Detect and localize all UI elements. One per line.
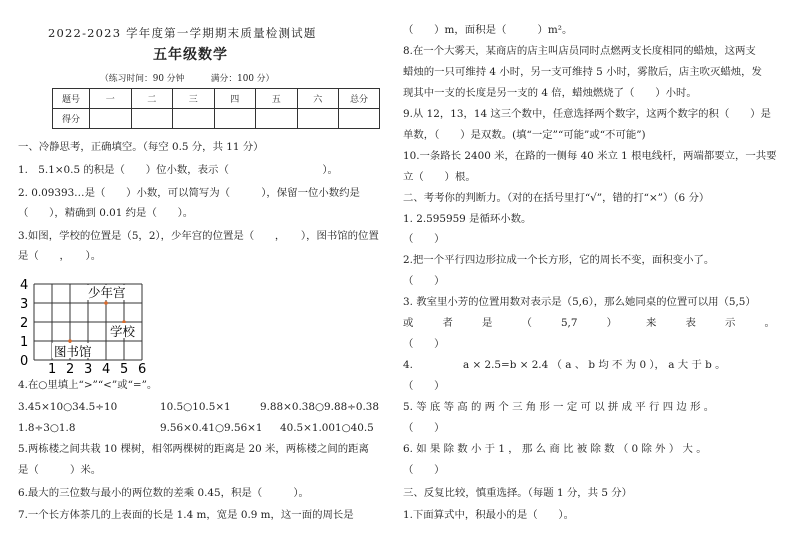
judge-3b-word: 或 [403, 317, 414, 329]
score-input-cell[interactable] [131, 109, 173, 129]
table-cell: 题号 [53, 89, 90, 109]
judge-3b-word: 示 [725, 317, 736, 329]
question-5a: 5.两栋楼之间共栽 10 棵树，相邻两棵树的距离是 20 米，两栋楼之间的距离 [18, 443, 369, 455]
question-3a: 3.如图，学校的位置是（5，2），少年宫的位置是（ ， ），图书馆的位置 [18, 230, 379, 242]
section1-title: 一、冷静思考，正确填空。（每空 0.5 分，共 11 分） [18, 141, 264, 153]
y-label: 0 [20, 354, 29, 369]
question-7: 7.一个长方体茶几的上表面的长是 1.4 m，宽是 0.9 m，这一面的周长是 [18, 509, 354, 521]
x-label: 6 [138, 362, 147, 374]
question-10a: 10.一条路长 2400 米，在路的一侧每 40 米立 1 根电线杆，两端都要立，一共要 [403, 150, 777, 162]
judge-3b [403, 316, 775, 330]
judge-3b-word: 来 [646, 317, 657, 329]
compare-item: 10.5○10.5×1 [160, 401, 231, 413]
answer-paren[interactable]: （ ） [403, 233, 445, 245]
question-7b: （ ）m，面积是（ ）m²。 [403, 24, 573, 36]
judge-3b-word: 表 [685, 317, 696, 329]
youth-palace-dot [104, 301, 108, 305]
table-cell: 得分 [53, 109, 90, 129]
judge-3a: 3. 教室里小芳的位置用数对表示是（5,6），那么她同桌的位置可以用（5,5） [403, 296, 756, 308]
table-cell: 四 [214, 89, 256, 109]
answer-paren[interactable]: （ ） [403, 338, 445, 350]
compare-item: 3.45×10○34.5÷10 [18, 401, 118, 413]
answer-paren[interactable]: （ ） [403, 275, 445, 287]
score-input-cell[interactable] [339, 109, 380, 129]
score-table-score-row [53, 109, 380, 129]
x-label: 2 [66, 362, 75, 374]
judge-3b-word: 5,7 [560, 317, 578, 329]
answer-paren[interactable]: （ ） [403, 464, 445, 476]
place-library: 图书馆 [54, 344, 92, 359]
x-label: 3 [84, 362, 93, 374]
judge-3b-word: 。 [764, 317, 775, 329]
y-label: 4 [20, 278, 29, 293]
score-input-cell[interactable] [297, 109, 339, 129]
compare-item: 40.5×1.001○40.5 [280, 422, 374, 434]
judge-4-num: 4. [403, 359, 413, 371]
question-9a: 9.从 12，13，14 这三个数中，任意选择两个数字，这两个数字的积（ ）是 [403, 108, 771, 120]
y-label: 1 [20, 335, 29, 350]
answer-paren[interactable]: （ ） [403, 380, 445, 392]
question-2b: （ ），精确到 0.01 约是（ ）。 [18, 207, 194, 219]
question-5b: 是（ ）米。 [18, 464, 102, 476]
subject-title: 五年级数学 [153, 47, 228, 63]
answer-paren[interactable]: （ ） [403, 422, 445, 434]
question-8a: 8.在一个大雾天，某商店的店主叫店员同时点燃两支长度相同的蜡烛，这两支 [403, 45, 756, 57]
choice-1: 1.下面算式中，积最小的是（ ）。 [403, 509, 574, 521]
table-cell: 五 [256, 89, 298, 109]
y-label: 2 [20, 316, 29, 331]
section2-title: 二、考考你的判断力。（对的在括号里打“√”，错的打“×”）（6 分） [403, 192, 710, 204]
question-3b: 是（ ， ）。 [18, 250, 102, 262]
score-input-cell[interactable] [214, 109, 256, 129]
table-cell: 总分 [339, 89, 380, 109]
score-input-cell[interactable] [256, 109, 298, 129]
table-cell: 一 [90, 89, 132, 109]
place-school: 学校 [110, 324, 136, 339]
coordinate-grid [18, 276, 168, 374]
x-label: 1 [48, 362, 57, 374]
judge-3b-word: （ [521, 317, 532, 329]
exam-title: 2022-2023 学年度第一学期期末质量检测试题 [48, 26, 317, 40]
judge-5: 5. 等 底 等 高 的 两 个 三 角 形 一 定 可 以 拼 成 平 行 四 边 形 。 [403, 401, 715, 413]
question-8b: 蜡烛的一只可维持 4 小时，另一支可维持 5 小时，雾散后，店主吹灭蜡烛，发 [403, 66, 762, 78]
table-cell: 六 [297, 89, 339, 109]
compare-item: 1.8÷3○1.8 [18, 422, 76, 434]
question-2a: 2. 0.09393…是（ ）小数，可以简写为（ ），保留一位小数约是 [18, 187, 360, 199]
judge-4: a × 2.5=b × 2.4 （ a 、 b 均 不 为 0 ）， a 大 于 b 。 [463, 359, 726, 371]
score-input-cell[interactable] [173, 109, 215, 129]
question-6: 6.最大的三位数与最小的两位数的差乘 0.45，积是（ ）。 [18, 487, 309, 499]
judge-3b-word: 者 [442, 317, 453, 329]
section3-title: 三、反复比较，慎重选择。（每题 1 分，共 5 分） [403, 487, 633, 499]
compare-item: 9.56×0.41○9.56×1 [160, 422, 263, 434]
question-1: 1. 5.1×0.5 的积是（ ）位小数，表示（ ）。 [18, 164, 338, 176]
score-input-cell[interactable] [90, 109, 132, 129]
judge-1: 1. 2.595959 是循环小数。 [403, 213, 532, 225]
question-9b: 单数，（ ）是双数。(填“一定”“可能”或“不可能”) [403, 129, 646, 141]
judge-6: 6. 如 果 除 数 小 于 1 ， 那 么 商 比 被 除 数 （ 0 除 外 ） 大 。 [403, 443, 707, 455]
judge-2: 2.把一个平行四边形拉成一个长方形，它的周长不变，面积变小了。 [403, 254, 715, 266]
score-table [52, 88, 380, 129]
place-youth-palace: 少年宫 [88, 285, 126, 300]
library-dot [68, 339, 72, 343]
table-cell: 三 [173, 89, 215, 109]
table-cell: 二 [131, 89, 173, 109]
judge-3b-word: 是 [481, 317, 493, 329]
x-label: 4 [102, 362, 111, 374]
exam-info: （练习时间：90 分钟 满分：100 分） [100, 74, 275, 84]
question-8c: 现其中一支的长度是另一支的 4 倍，蜡烛燃烧了（ ）小时。 [403, 87, 697, 99]
question-4: 4.在○里填上“>”“<”或“=”。 [18, 379, 158, 391]
y-label: 3 [20, 297, 29, 312]
x-label: 5 [120, 362, 129, 374]
compare-item: 9.88×0.38○9.88÷0.38 [260, 401, 380, 413]
grid-svg [18, 276, 168, 374]
question-10b: 立（ ）根。 [403, 171, 476, 183]
judge-3b-word: ） [606, 317, 617, 329]
score-table-header-row [53, 89, 380, 109]
